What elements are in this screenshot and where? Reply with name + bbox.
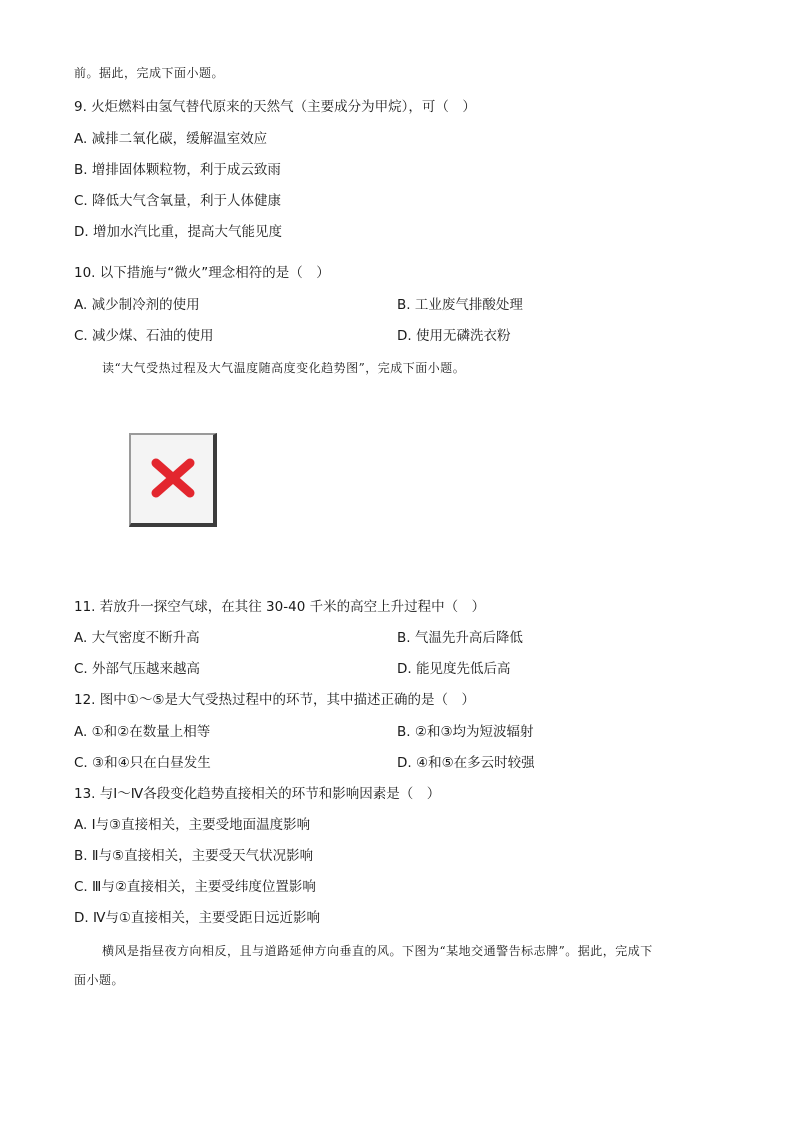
option-d: D. 使用无磷洗衣粉 <box>397 328 511 344</box>
option-c: C. 减少煤、石油的使用 <box>74 328 214 344</box>
option-c: C. ③和④只在白昼发生 <box>74 755 211 771</box>
intro-text: 横风是指昼夜方向相反，且与道路延伸方向垂直的风。下图为“某地交通警告标志牌”。据此，完成下 <box>102 944 653 958</box>
option-b: B. 增排固体颗粒物，利于成云致雨 <box>74 162 281 178</box>
option-a: A. 减少制冷剂的使用 <box>74 297 200 313</box>
option-a: A. 大气密度不断升高 <box>74 630 200 646</box>
figure-placeholder <box>129 433 217 527</box>
option-d: D. Ⅳ与①直接相关，主要受距日远近影响 <box>74 910 321 926</box>
option-c: C. 外部气压越来越高 <box>74 661 201 677</box>
question-stem: 13. 与Ⅰ～Ⅳ各段变化趋势直接相关的环节和影响因素是（ ） <box>74 786 441 802</box>
question-stem: 11. 若放升一探空气球，在其往 30-40 千米的高空上升过程中（ ） <box>74 599 486 615</box>
option-a: A. ①和②在数量上相等 <box>74 724 211 740</box>
option-a: A. Ⅰ与③直接相关，主要受地面温度影响 <box>74 817 311 833</box>
intro-text: 前。据此，完成下面小题。 <box>74 66 225 80</box>
option-c: C. 降低大气含氧量，利于人体健康 <box>74 193 282 209</box>
option-b: B. Ⅱ与⑤直接相关，主要受天气状况影响 <box>74 848 314 864</box>
option-d: D. ④和⑤在多云时较强 <box>397 755 535 771</box>
option-b: B. 工业废气排酸处理 <box>397 297 523 313</box>
question-stem: 12. 图中①～⑤是大气受热过程中的环节，其中描述正确的是（ ） <box>74 692 475 708</box>
question-stem: 10. 以下措施与“微火”理念相符的是（ ） <box>74 265 330 281</box>
option-d: D. 增加水汽比重，提高大气能见度 <box>74 224 282 240</box>
broken-image-icon <box>150 458 196 498</box>
option-a: A. 减排二氧化碳，缓解温室效应 <box>74 131 268 147</box>
option-d: D. 能见度先低后高 <box>397 661 511 677</box>
intro-text-continued: 面小题。 <box>74 973 125 987</box>
option-b: B. ②和③均为短波辐射 <box>397 724 534 740</box>
option-c: C. Ⅲ与②直接相关，主要受纬度位置影响 <box>74 879 316 895</box>
intro-text: 读“大气受热过程及大气温度随高度变化趋势图”，完成下面小题。 <box>102 361 466 375</box>
question-stem: 9. 火炬燃料由氢气替代原来的天然气（主要成分为甲烷），可（ ） <box>74 99 476 115</box>
option-b: B. 气温先升高后降低 <box>397 630 523 646</box>
